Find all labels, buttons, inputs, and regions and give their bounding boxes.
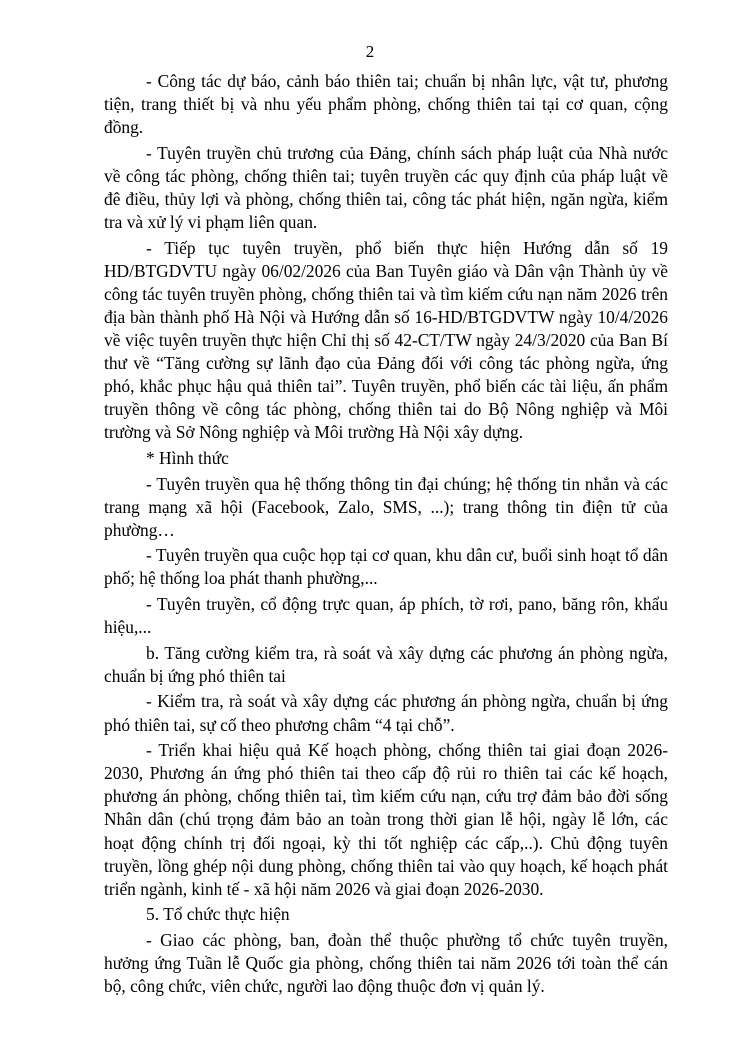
paragraph-visual-propaganda: - Tuyên truyền, cổ động trực quan, áp phích, tờ rơi, pano, băng rôn, khẩu hiệu,...	[104, 594, 668, 638]
paragraph-disaster-forecasting: - Công tác dự báo, cảnh báo thiên tai; chuẩn bị nhân lực, vật tư, phương tiện, trang thiết bị và nhu yếu phẩm phòng, chống thiên tai tại cơ quan, cộng đồng.	[104, 71, 668, 138]
paragraph-section-b-heading: b. Tăng cường kiểm tra, rà soát và xây dựng các phương án phòng ngừa, chuẩn bị ứng phó thiên tai	[104, 642, 668, 686]
paragraph-inspection-4-onsite: - Kiểm tra, rà soát và xây dựng các phương án phòng ngừa, chuẩn bị ứng phó thiên tai, sự cố theo phương châm “4 tại chỗ”.	[104, 691, 668, 735]
paragraph-meetings: - Tuyên truyền qua cuộc họp tại cơ quan, khu dân cư, buổi sinh hoạt tổ dân phố; hệ thống loa phát thanh phường,...	[104, 545, 668, 589]
paragraph-section-5-heading: 5. Tổ chức thực hiện	[146, 904, 290, 925]
paragraph-party-policy-propaganda: - Tuyên truyền chủ trương của Đảng, chính sách pháp luật của Nhà nước về công tác phòng, chống thiên tai; tuyên truyền các quy định của pháp luật về đê điều, thủy lợi và phòng, chống thiên tai, công tác phát hiện, ngăn ngừa, kiểm tra và xử lý vi phạm liên quan.	[104, 142, 668, 233]
paragraph-forms-heading: * Hình thức	[146, 448, 229, 468]
paragraph-assign-departments: - Giao các phòng, ban, đoàn thể thuộc phường tổ chức tuyên truyền, hưởng ứng Tuần lễ Quốc gia phòng, chống thiên tai năm 2026 tới toàn thể cán bộ, công chức, viên chức, người lao động thuộc đơn vị quản lý.	[104, 929, 668, 997]
document-body	[104, 70, 668, 1001]
page-number: 2	[365, 42, 375, 61]
paragraph-implement-plan: - Triển khai hiệu quả Kế hoạch phòng, chống thiên tai giai đoạn 2026-2030, Phương án ứng phó thiên tai theo cấp độ rủi ro thiên tai các kế hoạch, phương án phòng, chống thiên tai, tìm kiếm cứu nạn, cứu trợ đảm bảo đời sống Nhân dân (chú trọng đảm bảo an toàn trong thời gian lễ hội, ngày lễ lớn, các hoạt động chính trị đối ngoại, kỳ thi tốt nghiệp các cấp,..). Chủ động tuyên truyền, lồng ghép nội dung phòng, chống thiên tai vào quy hoạch, kế hoạch phát triển ngành, kinh tế - xã hội năm 2026 và giai đoạn 2026-2030.	[104, 740, 668, 899]
paragraph-continue-propaganda: - Tiếp tục tuyên truyền, phổ biến thực hiện Hướng dẫn số 19 HD/BTGDVTU ngày 06/02/2026 của Ban Tuyên giáo và Dân vận Thành ủy về công tác tuyên truyền phòng, chống thiên tai và tìm kiếm cứu nạn năm 2026 trên địa bàn thành phố Hà Nội và Hướng dẫn số 16-HD/BTGDVTW ngày 10/4/2026 về việc tuyên truyền thực hiện Chỉ thị số 42-CT/TW ngày 24/3/2020 của Ban Bí thư về “Tăng cường sự lãnh đạo của Đảng đối với công tác phòng ngừa, ứng phó, khắc phục hậu quả thiên tai”. Tuyên truyền, phổ biến các tài liệu, ấn phẩm truyền thông về công tác phòng, chống thiên tai do Bộ Nông nghiệp và Môi trường và Sở Nông nghiệp và Môi trường Hà Nội xây dựng.	[104, 237, 668, 443]
paragraph-mass-media: - Tuyên truyền qua hệ thống thông tin đại chúng; hệ thống tin nhắn và các trang mạng xã hội (Facebook, Zalo, SMS, ...); trang thông tin điện tử của phường…	[104, 473, 668, 540]
